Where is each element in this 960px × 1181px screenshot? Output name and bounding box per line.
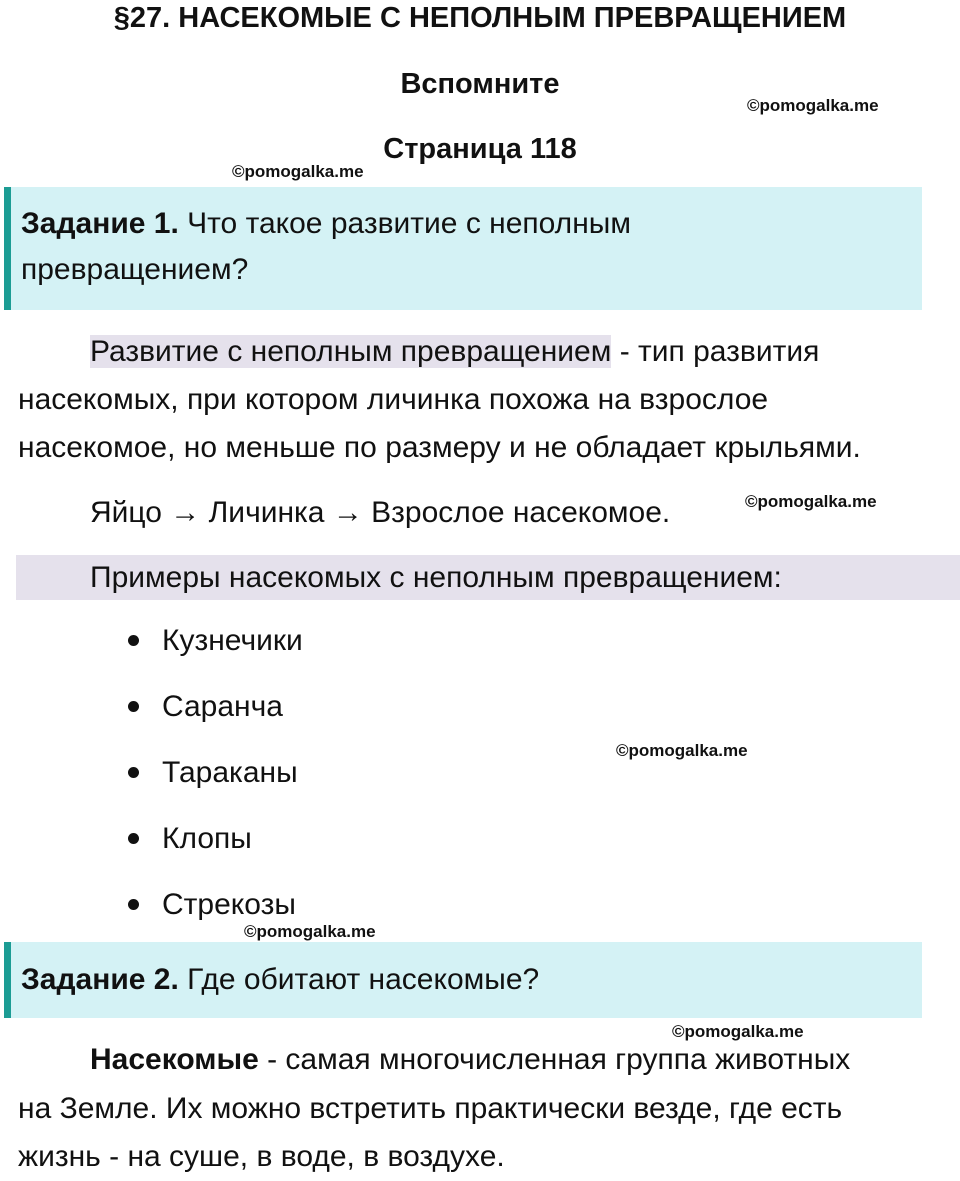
watermark: ©pomogalka.me	[244, 922, 376, 941]
answer-2-term: Насекомые	[90, 1043, 259, 1076]
list-item: Саранча	[128, 687, 283, 727]
answer-2-line-3: жизнь - на суше, в воде, в воздухе.	[18, 1140, 505, 1173]
bullet-icon	[128, 833, 139, 844]
answer-1-line-3: насекомое, но меньше по размеру и не обладает крыльями.	[18, 431, 861, 464]
list-item: Кузнечики	[128, 621, 303, 661]
watermark: ©pomogalka.me	[672, 1022, 804, 1041]
section-subtitle: Вспомните	[400, 68, 560, 100]
watermark: ©pomogalka.me	[616, 741, 748, 760]
bullet-icon	[128, 899, 139, 910]
answer-1-line-1: Развитие с неполным превращением - тип развития	[90, 335, 820, 368]
development-chain: Яйцо → Личинка → Взрослое насекомое.	[90, 496, 671, 529]
task-2-label: Задание 2.	[21, 963, 179, 996]
list-item: Тараканы	[128, 753, 298, 793]
answer-2-line-2: на Земле. Их можно встретить практически везде, где есть	[18, 1092, 843, 1125]
watermark: ©pomogalka.me	[232, 162, 364, 181]
task-1-label: Задание 1.	[21, 207, 179, 240]
examples-title: Примеры насекомых с неполным превращением:	[90, 561, 782, 594]
task-2-question: Где обитают насекомые?	[187, 963, 540, 996]
page-title: §27. НАСЕКОМЫЕ С НЕПОЛНЫМ ПРЕВРАЩЕНИЕМ	[113, 2, 847, 34]
bullet-icon	[128, 635, 139, 646]
answer-2-line-1: Насекомые - самая многочисленная группа животных	[90, 1043, 851, 1076]
watermark: ©pomogalka.me	[745, 492, 877, 511]
task-1-box	[4, 187, 922, 310]
page-number: Страница 118	[383, 133, 577, 165]
task-1-question: Что такое развитие с неполным	[187, 207, 631, 240]
task-2-box	[4, 942, 922, 1018]
task-1-question-cont: превращением?	[21, 253, 249, 286]
bullet-icon	[128, 701, 139, 712]
bullet-icon	[128, 767, 139, 778]
answer-1-term: Развитие с неполным превращением	[90, 335, 612, 368]
answer-1-line-2: насекомых, при котором личинка похожа на взрослое	[18, 383, 769, 416]
list-item: Стрекозы	[128, 885, 296, 925]
watermark: ©pomogalka.me	[747, 96, 879, 115]
list-item: Клопы	[128, 819, 252, 859]
